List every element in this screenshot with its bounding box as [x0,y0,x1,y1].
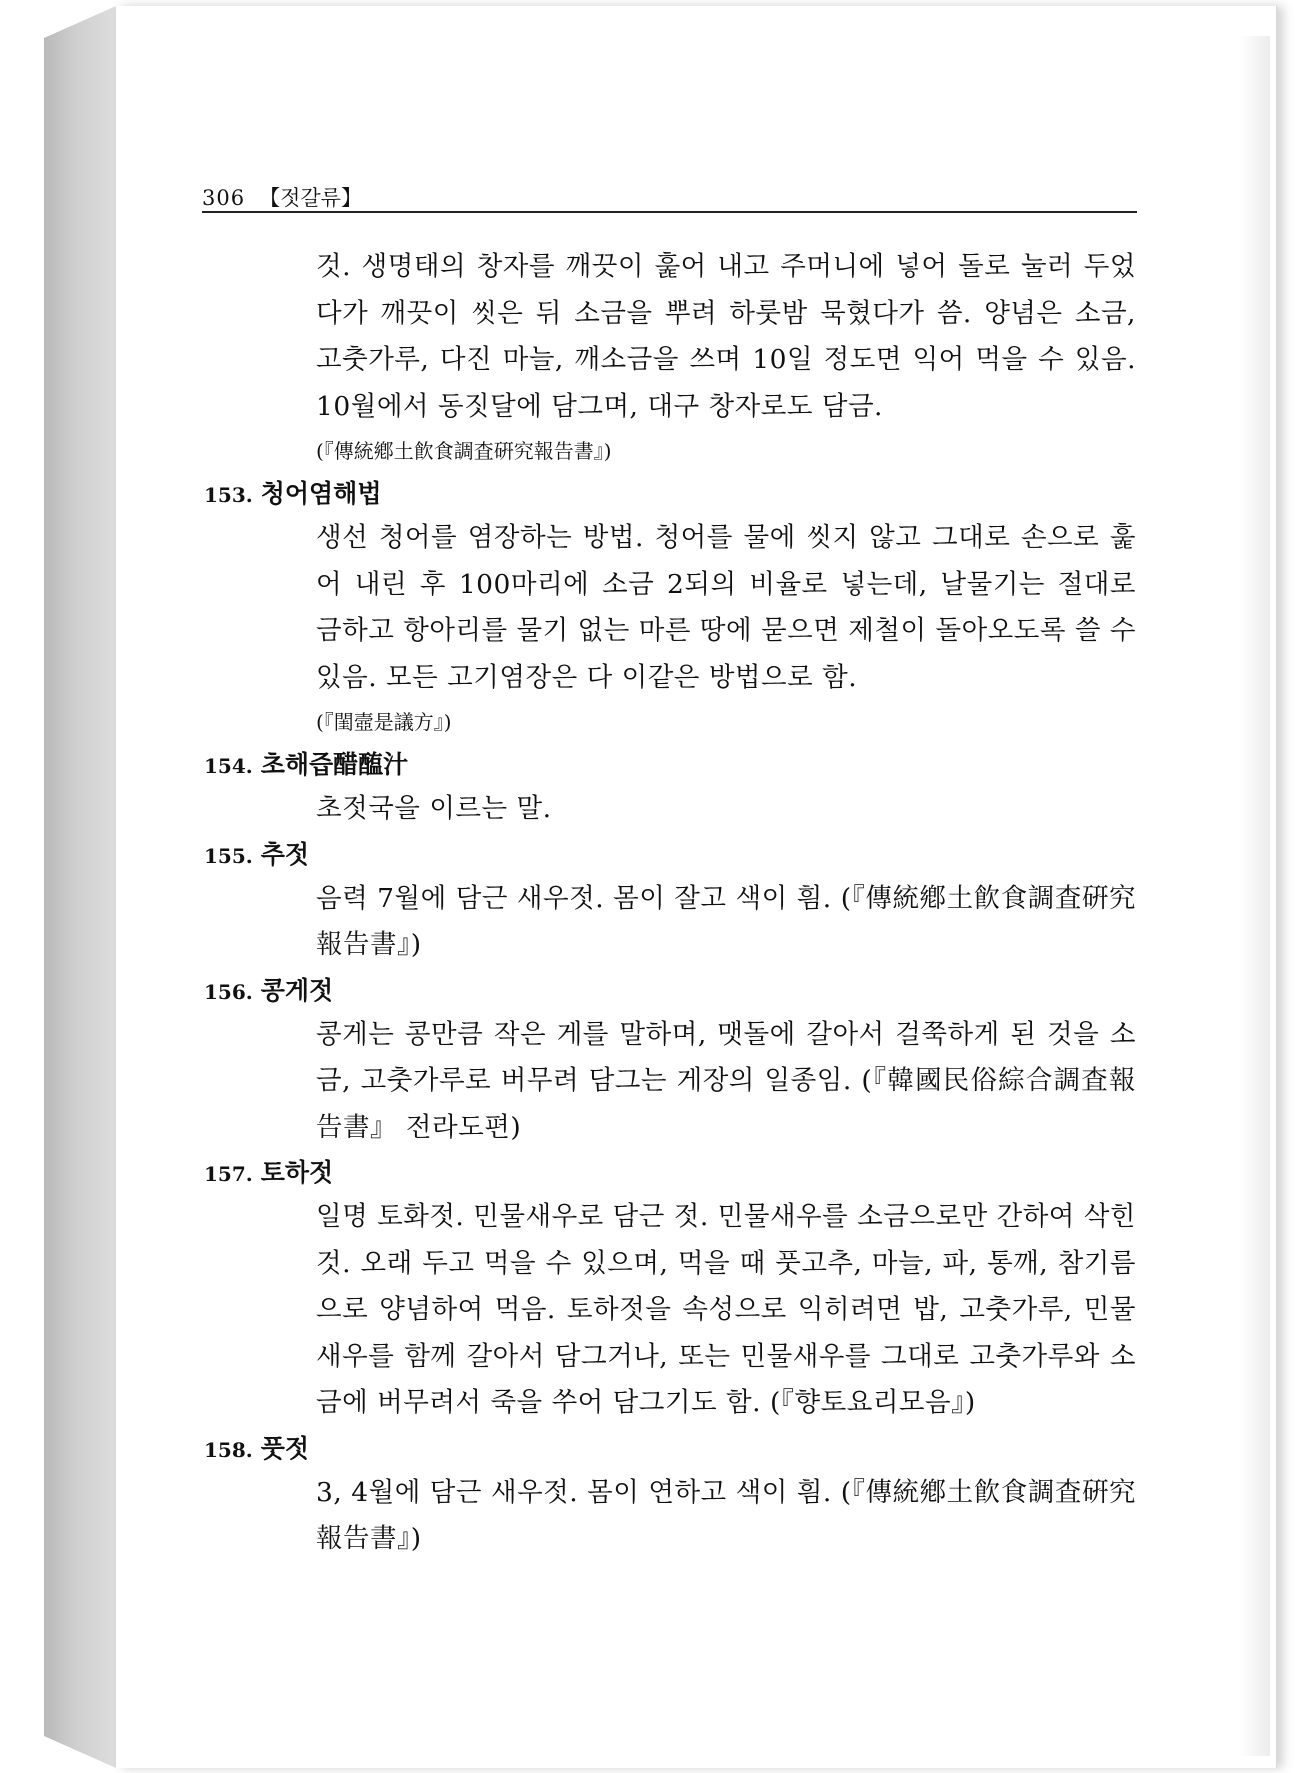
entry-heading [204,1429,1136,1470]
entry-153 [204,474,1137,743]
entry-title: 풋젓 [260,1433,310,1463]
entry-155 [204,835,1136,969]
entry-source: (『閨壼是議方』) [316,710,452,734]
intro-source: (『傳統鄕土飮食調査硏究報告書』) [316,439,612,463]
entry-number: 156. [204,979,253,1004]
section-title: 【젓갈류】 [259,186,362,210]
entry-text: 3, 4월에 담근 새우젓. 몸이 연하고 색이 흼. (『傳統鄕土飮食調査硏究報告書』) [316,1476,1136,1554]
entry-heading [204,745,1136,786]
entry-158 [204,1429,1136,1563]
entry-title: 추젓 [260,839,310,869]
book-spine [44,6,116,1768]
entry-title: 청어염해법 [260,479,382,508]
intro-entry [316,244,1136,472]
entry-156 [204,971,1136,1152]
entry-number: 154. [204,754,253,778]
entry-text: 음력 7월에 담근 새우젓. 몸이 잘고 색이 흼. (『傳統鄕土飮食調査硏究報告書』) [316,882,1136,960]
intro-text: 것. 생명태의 창자를 깨끗이 훑어 내고 주머니에 넣어 돌로 눌러 두었다가 깨끗이 씻은 뒤 소금을 뿌려 하룻밤 묵혔다가 씀. 양념은 소금, 고춧가루, 다진 마늘, 깨소금을 쓰며 10일 정도면 익어 먹을 수 있음. 10월에서 동짓달에 담그며, 대구 창자로도 담금. [316,251,1136,422]
entry-text: 생선 청어를 염장하는 방법. 청어를 물에 씻지 않고 그대로 손으로 훑어 내린 후 100마리에 소금 2되의 비율로 넣는데, 날물기는 절대로 금하고 항아리를 물기 없는 마른 땅에 묻으면 제철이 돌아오도록 쓸 수 있음. 모든 고기염장은 다 이같은 방법으로 함. [316,522,1137,693]
entry-title: 초해즙醋醢汁 [260,750,409,779]
entry-157 [204,1153,1137,1427]
entry-heading [204,1153,1136,1194]
entry-heading [204,474,1136,515]
entry-heading [204,971,1136,1012]
entry-number: 157. [204,1162,253,1186]
entry-title: 콩게젓 [260,975,334,1005]
page-edge-shadow [1240,36,1270,1756]
entry-154 [204,745,1136,833]
header-rule [202,211,1137,213]
entry-title: 토하젓 [260,1158,334,1187]
entry-text: 일명 토화젓. 민물새우로 담근 젓. 민물새우를 소금으로만 간하여 삭힌 것. 오래 두고 먹을 수 있으며, 먹을 때 풋고추, 마늘, 파, 통깨, 참기름으로 양념하여 먹음. 토하젓을 속성으로 익히려면 밥, 고춧가루, 민물새우를 함께 갈아서 담그거나, 또는 민물새우를 그대로 고춧가루와 소금에 버무려서 죽을 쑤어 담그기도 함. (『향토요리모음』) [316,1201,1137,1418]
entry-number: 155. [204,843,253,868]
entry-text: 초젓국을 이르는 말. [316,793,552,824]
entry-number: 158. [204,1437,253,1462]
page-number: 306 [202,186,246,210]
entry-number: 153. [204,483,253,507]
entry-heading [204,835,1136,876]
entry-text: 콩게는 콩만큼 작은 게를 말하며, 맷돌에 갈아서 걸쭉하게 된 것을 소금, 고춧가루로 버무려 담그는 게장의 일종임. (『韓國民俗綜合調査報告書』 전라도편) [316,1018,1136,1143]
page-content [204,244,1137,1563]
running-header [202,182,1137,212]
